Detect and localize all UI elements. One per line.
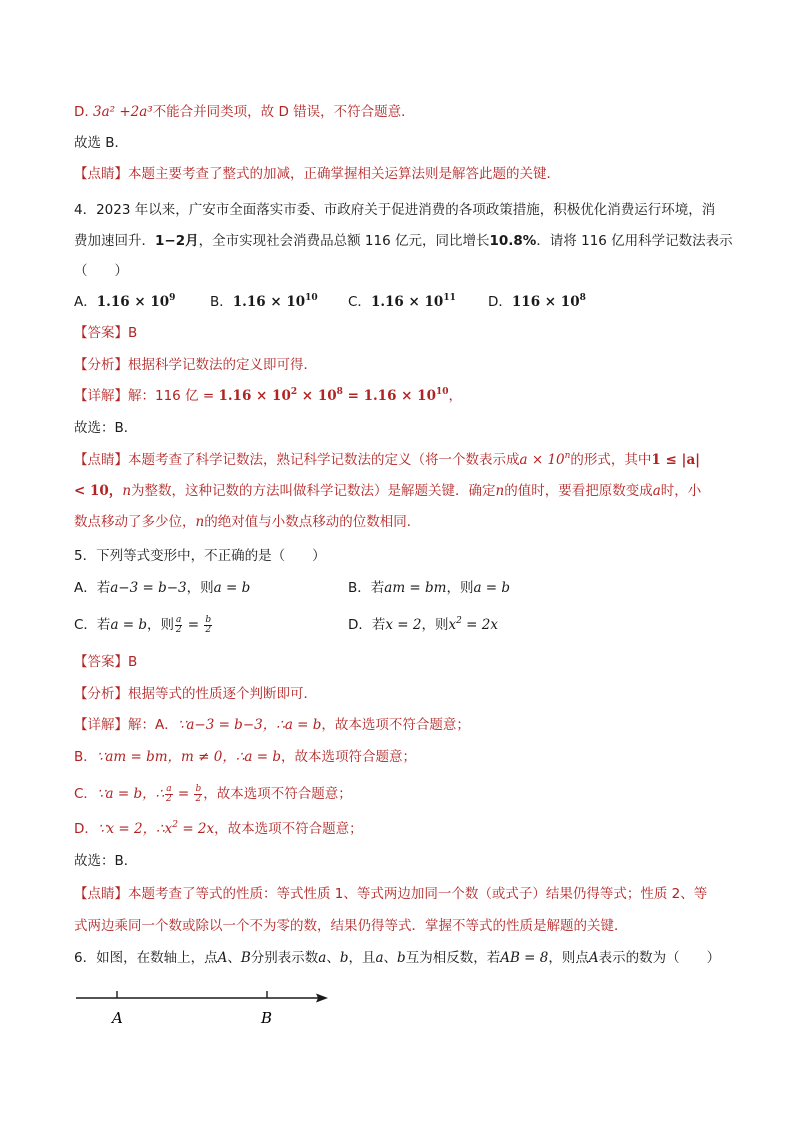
point-b-label: B bbox=[261, 1009, 273, 1027]
note-text: 时，小 bbox=[660, 483, 702, 499]
q5-note-line2: 式两边乘同一个数或除以一个不为零的数，结果仍得等式．掌握不等式的性质是解题的关键． bbox=[74, 918, 628, 934]
answer-value: B bbox=[128, 325, 138, 341]
note-math: a × 10 bbox=[519, 452, 565, 468]
detail-text: ，故本选项符合题意； bbox=[281, 749, 416, 765]
q5-option-b[interactable] bbox=[348, 578, 510, 598]
stem-text: 表示的数为（ ） bbox=[598, 950, 721, 966]
stem-math: A bbox=[217, 950, 228, 966]
option-exp: 10 bbox=[305, 293, 318, 303]
q4-analysis bbox=[74, 355, 734, 375]
fraction-num: b bbox=[195, 783, 202, 794]
option-math: x = 2 bbox=[385, 617, 422, 633]
option-base: 1.16 × 10 bbox=[96, 294, 170, 310]
q4-option-b[interactable] bbox=[210, 292, 318, 312]
detail-exp: 2 bbox=[290, 387, 298, 397]
detail-exp: 10 bbox=[435, 387, 449, 397]
fraction-den: 2 bbox=[205, 624, 212, 635]
note-text: 的形式，其中 bbox=[570, 452, 652, 468]
q3-note bbox=[74, 164, 734, 184]
option-label: D． bbox=[488, 294, 512, 310]
detail-math: = bbox=[173, 786, 194, 802]
note-math: < 10， bbox=[74, 483, 123, 499]
q3-d-text: 不能合并同类项，故 D 错误，不符合题意． bbox=[152, 104, 415, 120]
q4-answer bbox=[74, 323, 734, 343]
q4-paren: （ ） bbox=[74, 263, 128, 279]
q5-option-d[interactable] bbox=[348, 615, 498, 635]
q3-choice: 故选 B． bbox=[74, 135, 129, 151]
stem-math: B bbox=[240, 950, 251, 966]
q4-stem-period: 1−2月 bbox=[155, 233, 199, 249]
answer-tag: 【答案】 bbox=[74, 654, 128, 670]
analysis-tag: 【分析】 bbox=[74, 357, 128, 373]
q3-note-text: 本题主要考查了整式的加减，正确掌握相关运算法则是解答此题的关键． bbox=[128, 166, 560, 182]
option-exp: 8 bbox=[579, 293, 586, 303]
option-base: 116 × 10 bbox=[511, 294, 580, 310]
stem-math: b bbox=[397, 950, 406, 966]
fraction bbox=[175, 616, 182, 635]
fraction-num: a bbox=[176, 614, 182, 625]
fraction-den: 2 bbox=[195, 793, 202, 804]
q3-d-prefix: D. bbox=[74, 104, 93, 120]
stem-text: 6．如图，在数轴上，点 bbox=[74, 950, 218, 966]
stem-math: AB = 8 bbox=[500, 950, 549, 966]
detail-math: = 1.16 × 10 bbox=[342, 388, 436, 404]
detail-text: ， bbox=[448, 388, 462, 404]
option-exp: 11 bbox=[443, 293, 456, 303]
stem-text: 分别表示数 bbox=[250, 950, 319, 966]
q4-note-line2 bbox=[74, 481, 734, 501]
stem-text: 互为相反数，若 bbox=[405, 950, 501, 966]
q5-note-line1 bbox=[74, 884, 734, 904]
note-exp: n bbox=[564, 451, 571, 461]
option-math: x bbox=[448, 617, 457, 633]
note-text: 为整数，这种记数的方法叫做科学记数法）是解题关键．确定 bbox=[131, 483, 496, 499]
answer-tag: 【答案】 bbox=[74, 325, 128, 341]
option-label: D．若 bbox=[348, 617, 386, 633]
option-text: ，则 bbox=[147, 617, 175, 633]
option-text: ，则 bbox=[421, 617, 449, 633]
q4-stem-part: ．请将 116 亿用科学记数法表示 bbox=[536, 233, 733, 249]
option-label: B．若 bbox=[348, 580, 385, 596]
q4-note-line3 bbox=[74, 512, 734, 532]
option-base: 1.16 × 10 bbox=[370, 294, 444, 310]
q4-note-line1 bbox=[74, 450, 734, 470]
note-math: n bbox=[495, 483, 505, 499]
q5-option-c[interactable] bbox=[74, 615, 213, 635]
stem-text: ，则点 bbox=[548, 950, 589, 966]
q4-stem-part: ，全市实现社会消费品总额 116 亿元，同比增长 bbox=[198, 233, 490, 249]
option-math: = bbox=[183, 617, 204, 633]
fraction bbox=[204, 616, 212, 635]
q4-stem-line2 bbox=[74, 231, 734, 251]
q5-choice: 故选：B． bbox=[74, 853, 138, 869]
note-math: n bbox=[122, 483, 132, 499]
q4-option-a[interactable] bbox=[74, 292, 175, 312]
q4-detail bbox=[74, 386, 734, 406]
option-label: B． bbox=[210, 294, 233, 310]
q6-stem bbox=[74, 948, 734, 968]
detail-text: 解：A． bbox=[128, 717, 178, 733]
option-math: a = b bbox=[110, 617, 148, 633]
fraction bbox=[194, 785, 202, 804]
detail-text: C． bbox=[74, 786, 97, 802]
detail-tag: 【详解】 bbox=[74, 717, 128, 733]
option-exp: 9 bbox=[169, 293, 176, 303]
q4-choice: 故选：B． bbox=[74, 420, 138, 436]
q4-stem-line1: 4．2023 年以来，广安市全面落实市委、市政府关于促进消费的各项政策措施，积极优化消费运行环境，消 bbox=[74, 202, 716, 218]
fraction-num: a bbox=[166, 783, 172, 794]
option-label: C．若 bbox=[74, 617, 111, 633]
detail-math: ∵a−3 = b−3，∴a = b bbox=[177, 717, 322, 733]
q5-detail-d bbox=[74, 819, 734, 839]
option-text: ，则 bbox=[186, 580, 214, 596]
q5-detail-c bbox=[74, 784, 734, 804]
option-math: = 2x bbox=[461, 617, 498, 633]
analysis-text: 根据科学记数法的定义即可得． bbox=[128, 357, 317, 373]
number-line-figure bbox=[70, 985, 340, 1030]
option-exp: 2 bbox=[456, 616, 462, 626]
note-text: 本题考查了科学记数法，熟记科学记数法的定义（将一个数表示成 bbox=[128, 452, 520, 468]
detail-math: × 10 bbox=[297, 388, 337, 404]
stem-text: 、 bbox=[326, 950, 340, 966]
point-a-label: A bbox=[112, 1009, 123, 1027]
fraction-den: 2 bbox=[175, 624, 182, 635]
option-math: am = bm bbox=[384, 580, 447, 596]
q5-analysis bbox=[74, 684, 734, 704]
note-tag: 【点睛】 bbox=[74, 452, 128, 468]
q5-option-a[interactable] bbox=[74, 578, 250, 598]
q4-stem-part: 费加速回升． bbox=[74, 233, 155, 249]
option-math: a = b bbox=[473, 580, 511, 596]
note-tag: 【点睛】 bbox=[74, 166, 128, 182]
detail-exp: 2 bbox=[172, 820, 179, 830]
note-tag: 【点睛】 bbox=[74, 886, 128, 902]
q4-option-c[interactable] bbox=[348, 292, 456, 312]
fraction-den: 2 bbox=[166, 793, 172, 804]
note-math: a bbox=[652, 483, 661, 499]
q5-detail-a bbox=[74, 715, 734, 735]
detail-text: ，故本选项不符合题意； bbox=[321, 717, 470, 733]
detail-text: ，故本选项不符合题意； bbox=[214, 821, 363, 837]
option-label: C． bbox=[348, 294, 371, 310]
stem-text: 、 bbox=[383, 950, 398, 966]
note-text: 的值时，要看把原数变成 bbox=[504, 483, 653, 499]
q3-d-expr: 3a² +2a³ bbox=[92, 104, 153, 120]
detail-text: 解：116 亿 = bbox=[128, 388, 219, 404]
note-text: 的绝对值与小数点移动的位数相同． bbox=[204, 514, 421, 530]
note-math: 1 ≤ |a| bbox=[651, 452, 701, 468]
q5-detail-b bbox=[74, 747, 734, 767]
q5-stem: 5．下列等式变形中，不正确的是（ ） bbox=[74, 548, 326, 564]
analysis-tag: 【分析】 bbox=[74, 686, 128, 702]
detail-text: B． bbox=[74, 749, 97, 765]
detail-text: ，故本选项不符合题意； bbox=[203, 786, 352, 802]
option-math: a = b bbox=[213, 580, 251, 596]
fraction-num: b bbox=[205, 614, 212, 625]
stem-text: 、 bbox=[227, 950, 241, 966]
option-label: A． bbox=[74, 294, 97, 310]
option-text: ，则 bbox=[446, 580, 474, 596]
stem-math: A bbox=[588, 950, 599, 966]
answer-value: B bbox=[128, 654, 138, 670]
analysis-text: 根据等式的性质逐个判断即可． bbox=[128, 686, 317, 702]
detail-math: ∵a = b，∴ bbox=[96, 786, 165, 802]
option-math: a−3 = b−3 bbox=[110, 580, 187, 596]
detail-math: ∵x = 2，∴x bbox=[97, 821, 173, 837]
detail-math: 1.16 × 10 bbox=[218, 388, 291, 404]
stem-text: ，且 bbox=[348, 950, 376, 966]
note-text: 数点移动了多少位， bbox=[74, 514, 196, 530]
detail-exp: 8 bbox=[336, 387, 343, 397]
q4-stem-rate: 10.8% bbox=[489, 233, 537, 249]
stem-math: b bbox=[339, 950, 349, 966]
stem-math: a bbox=[318, 950, 327, 966]
note-math: n bbox=[195, 514, 205, 530]
detail-tag: 【详解】 bbox=[74, 388, 128, 404]
note-text: 本题考查了等式的性质：等式性质 1、等式两边加同一个数（或式子）结果仍得等式；性质 2、等 bbox=[128, 886, 708, 902]
option-label: A．若 bbox=[74, 580, 111, 596]
option-base: 1.16 × 10 bbox=[232, 294, 306, 310]
detail-math: = 2x bbox=[178, 821, 215, 837]
q5-answer bbox=[74, 652, 734, 672]
detail-math: ∵am = bm，m ≠ 0，∴a = b bbox=[96, 749, 281, 765]
stem-math: a bbox=[375, 950, 384, 966]
fraction bbox=[165, 785, 172, 804]
detail-text: D． bbox=[74, 821, 98, 837]
q3-option-d bbox=[74, 102, 734, 122]
q4-option-d[interactable] bbox=[488, 292, 586, 312]
